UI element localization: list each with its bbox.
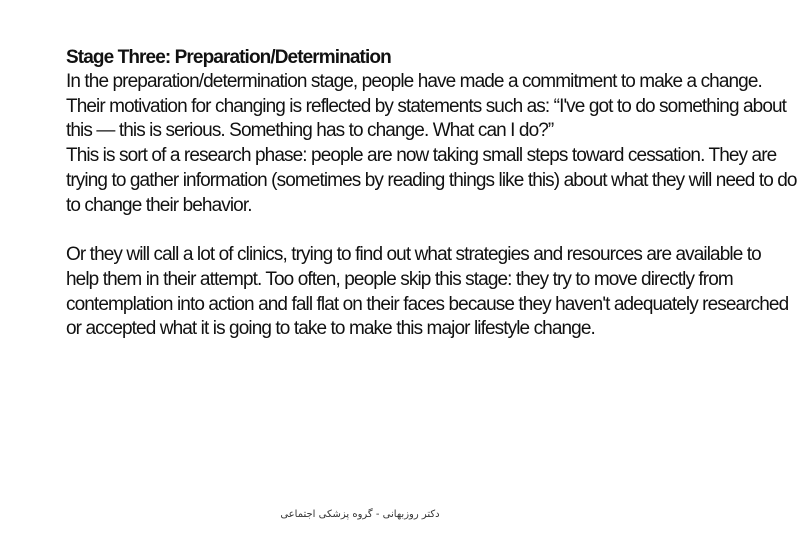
paragraph-line: This is sort of a research phase: people are now taking small steps toward cessation. They are (66, 145, 777, 167)
paragraph-line: to change their behavior. (66, 194, 252, 216)
paragraph-line: In the preparation/determination stage, people have made a commitment to make a change. (66, 71, 762, 92)
stage-heading: Stage Three: Preparation/Determination (66, 47, 391, 68)
slide-content (66, 46, 797, 342)
paragraph-line: Or they will call a lot of clinics, trying to find out what strategies and resources are available to (66, 244, 761, 266)
paragraph-2 (66, 243, 789, 342)
paragraph-line: help them in their attempt. Too often, people skip this stage: they try to move directly from (66, 268, 733, 290)
paragraph-1 (66, 70, 797, 218)
paragraph-line: this — this is serious. Something has to change. What can I do?” (66, 120, 554, 142)
paragraph-line: contemplation into action and fall flat on their faces because they haven't adequately researched (66, 293, 789, 315)
slide-footer: دکتر روزبهانی - گروه پزشکی اجتماعی (280, 509, 440, 520)
paragraph-line: Their motivation for changing is reflected by statements such as: “I've got to do something about (66, 95, 787, 117)
paragraph-line: or accepted what it is going to take to make this major lifestyle change. (66, 318, 595, 340)
paragraph-line: trying to gather information (sometimes by reading things like this) about what they will need to do (66, 169, 797, 191)
paragraph-spacer (66, 218, 666, 243)
